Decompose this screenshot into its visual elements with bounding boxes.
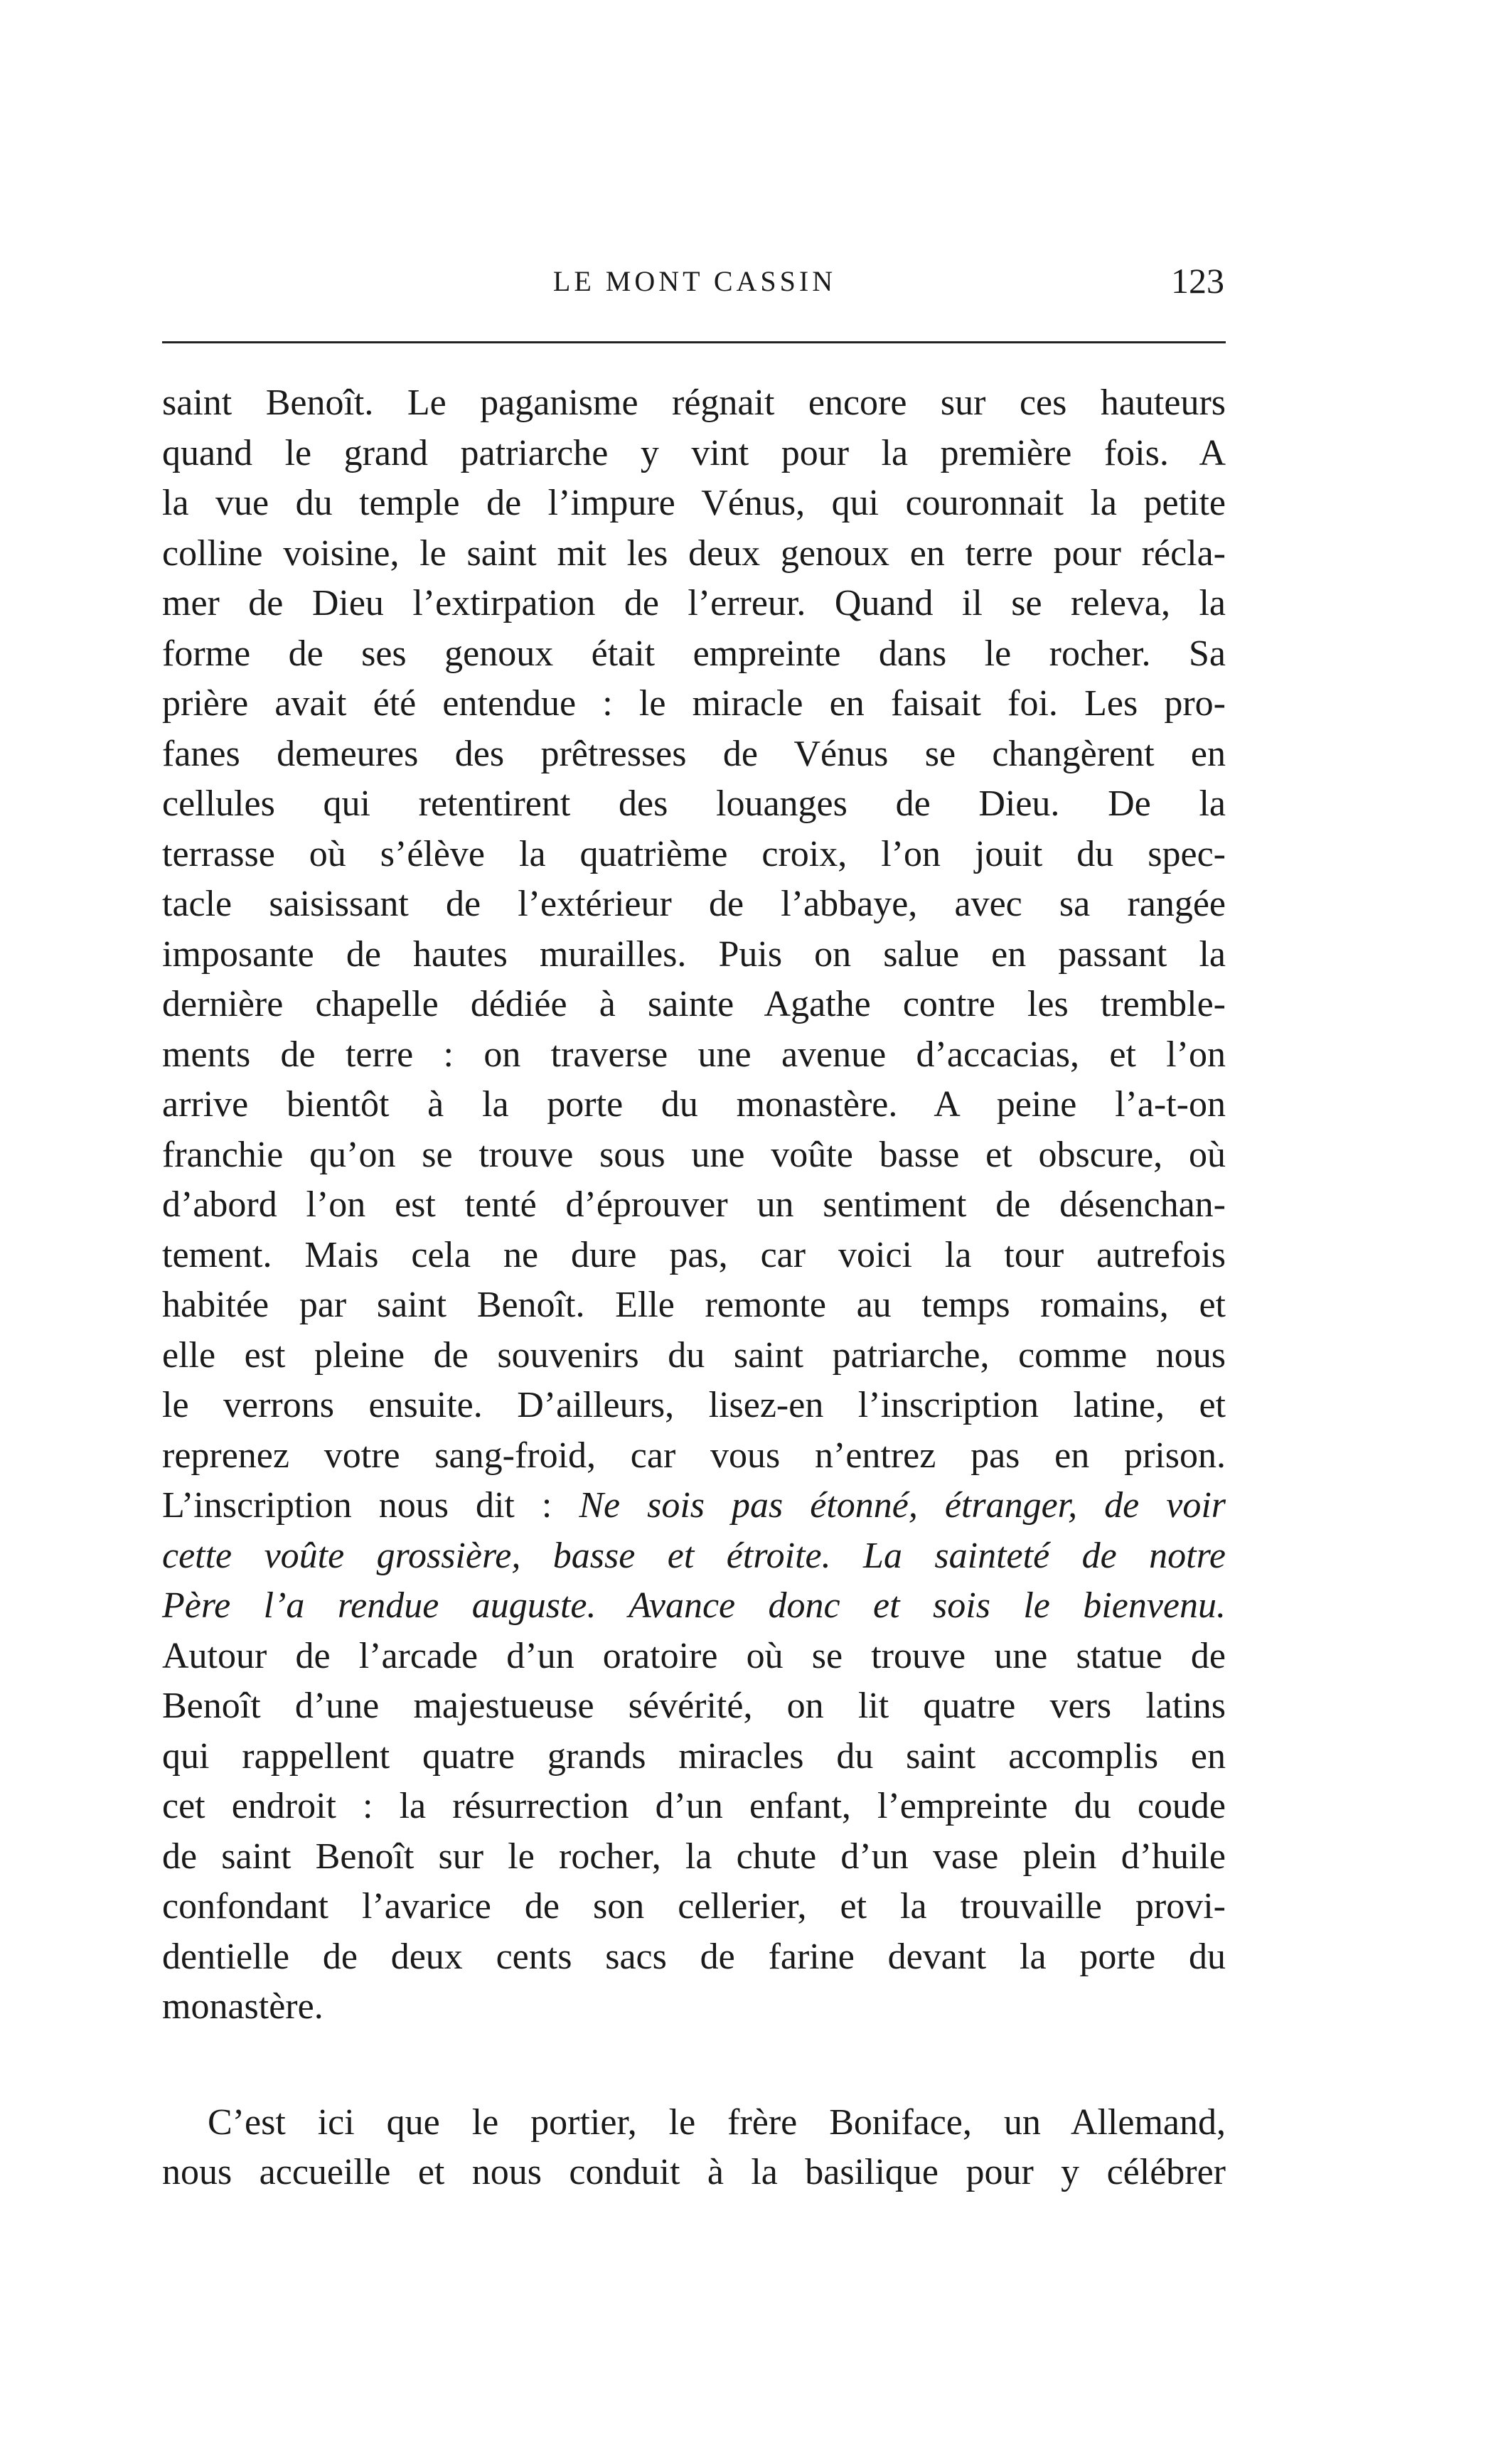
italic-text-segment: cette voûte grossière, basse et étroite. La sainteté de notre bbox=[162, 1535, 1226, 1576]
text-line bbox=[162, 1581, 1226, 1632]
text-line bbox=[162, 1782, 1226, 1832]
text-segment: Benoît d’une majestueuse sévérité, on lit quatre vers latins bbox=[162, 1686, 1226, 1726]
text-line bbox=[162, 1180, 1226, 1231]
text-line bbox=[162, 529, 1226, 579]
text-line bbox=[162, 1882, 1226, 1932]
text-segment: L’inscription nous dit : bbox=[162, 1485, 579, 1526]
text-segment: reprenez votre sang-froid, car vous n’entrez pas en prison. bbox=[162, 1435, 1226, 1476]
text-segment: dentielle de deux cents sacs de farine devant la porte du bbox=[162, 1936, 1226, 1977]
text-line bbox=[162, 1632, 1226, 1682]
header-rule bbox=[162, 341, 1226, 343]
text-segment: habitée par saint Benoît. Elle remonte au temps romains, et bbox=[162, 1285, 1226, 1325]
text-segment: la vue du temple de l’impure Vénus, qui couronnait la petite bbox=[162, 483, 1226, 523]
text-line bbox=[162, 1130, 1226, 1181]
text-line bbox=[162, 1732, 1226, 1782]
text-segment: franchie qu’on se trouve sous une voûte basse et obscure, où bbox=[162, 1134, 1226, 1175]
text-segment: le verrons ensuite. D’ailleurs, lisez-en l’inscription latine, et bbox=[162, 1385, 1226, 1425]
text-line bbox=[162, 1681, 1226, 1732]
text-line bbox=[162, 1030, 1226, 1081]
body-text bbox=[162, 378, 1226, 2198]
running-title: LE MONT CASSIN bbox=[552, 265, 837, 297]
text-segment: dernière chapelle dédiée à sainte Agathe contre les tremble- bbox=[162, 984, 1226, 1024]
text-segment: monastère. bbox=[162, 1986, 323, 2027]
text-segment: ments de terre : on traverse une avenue d’accacias, et l’on bbox=[162, 1034, 1226, 1075]
text-segment: C’est ici que le portier, le frère Boniface, un Allemand, bbox=[208, 2101, 1226, 2143]
text-line bbox=[162, 1231, 1226, 1281]
text-line bbox=[162, 429, 1226, 479]
text-line bbox=[162, 579, 1226, 629]
text-line bbox=[162, 679, 1226, 729]
text-segment: forme de ses genoux était empreinte dans le rocher. Sa bbox=[162, 633, 1226, 674]
text-segment: tacle saisissant de l’extérieur de l’abbaye, avec sa rangée bbox=[162, 884, 1226, 924]
paragraph-gap bbox=[162, 2032, 1226, 2098]
text-segment: cet endroit : la résurrection d’un enfant, l’empreinte du coude bbox=[162, 1786, 1226, 1826]
text-segment: nous accueille et nous conduit à la basilique pour y célébrer bbox=[162, 2152, 1226, 2192]
text-line bbox=[162, 1431, 1226, 1482]
text-line bbox=[162, 478, 1226, 529]
italic-text-segment: Père l’a rendue auguste. Avance donc et sois le bienvenu. bbox=[162, 1585, 1226, 1626]
text-segment: confondant l’avarice de son cellerier, et la trouvaille provi- bbox=[162, 1886, 1226, 1927]
text-segment: terrasse où s’élève la quatrième croix, l’on jouit du spec- bbox=[162, 833, 1226, 874]
text-line bbox=[162, 629, 1226, 680]
text-line bbox=[162, 1832, 1226, 1882]
text-segment: imposante de hautes murailles. Puis on salue en passant la bbox=[162, 933, 1226, 975]
text-line bbox=[162, 830, 1226, 880]
text-segment: prière avait été entendue : le miracle en faisait foi. Les pro- bbox=[162, 683, 1226, 724]
text-line bbox=[162, 1531, 1226, 1582]
text-line bbox=[162, 1331, 1226, 1381]
text-segment: elle est pleine de souvenirs du saint patriarche, comme nous bbox=[162, 1334, 1226, 1376]
text-line bbox=[162, 930, 1226, 980]
text-segment: mer de Dieu l’extirpation de l’erreur. Quand il se releva, la bbox=[162, 583, 1226, 623]
text-line bbox=[162, 1932, 1226, 1983]
text-line bbox=[162, 1080, 1226, 1130]
page-header bbox=[165, 261, 1224, 314]
text-line bbox=[162, 1982, 1226, 2032]
text-segment: cellules qui retentirent des louanges de Dieu. De la bbox=[162, 783, 1226, 824]
text-segment: d’abord l’on est tenté d’éprouver un sentiment de désenchan- bbox=[162, 1184, 1226, 1225]
text-line bbox=[162, 879, 1226, 930]
text-line bbox=[162, 1381, 1226, 1431]
text-segment: qui rappellent quatre grands miracles du saint accomplis en bbox=[162, 1735, 1226, 1777]
text-line bbox=[162, 378, 1226, 429]
text-line bbox=[162, 779, 1226, 830]
text-segment: de saint Benoît sur le rocher, la chute d’un vase plein d’huile bbox=[162, 1836, 1226, 1877]
paragraph bbox=[162, 378, 1226, 2032]
text-line bbox=[162, 1280, 1226, 1331]
text-line bbox=[162, 1481, 1226, 1531]
page-number: 123 bbox=[1171, 261, 1224, 301]
text-segment: colline voisine, le saint mit les deux genoux en terre pour récla- bbox=[162, 532, 1226, 574]
text-line bbox=[162, 729, 1226, 780]
text-segment: Autour de l’arcade d’un oratoire où se trouve une statue de bbox=[162, 1635, 1226, 1676]
text-line bbox=[162, 2098, 1226, 2148]
paragraph bbox=[162, 2098, 1226, 2198]
italic-text-segment: Ne sois pas étonné, étranger, de voir bbox=[579, 1485, 1226, 1526]
text-line bbox=[162, 980, 1226, 1030]
text-segment: saint Benoît. Le paganisme régnait encore sur ces hauteurs bbox=[162, 382, 1226, 423]
text-line bbox=[162, 2148, 1226, 2198]
text-segment: quand le grand patriarche y vint pour la première fois. A bbox=[162, 432, 1226, 473]
text-segment: arrive bientôt à la porte du monastère. A peine l’a-t-on bbox=[162, 1084, 1226, 1125]
text-segment: tement. Mais cela ne dure pas, car voici la tour autrefois bbox=[162, 1234, 1226, 1275]
text-segment: fanes demeures des prêtresses de Vénus se changèrent en bbox=[162, 733, 1226, 774]
